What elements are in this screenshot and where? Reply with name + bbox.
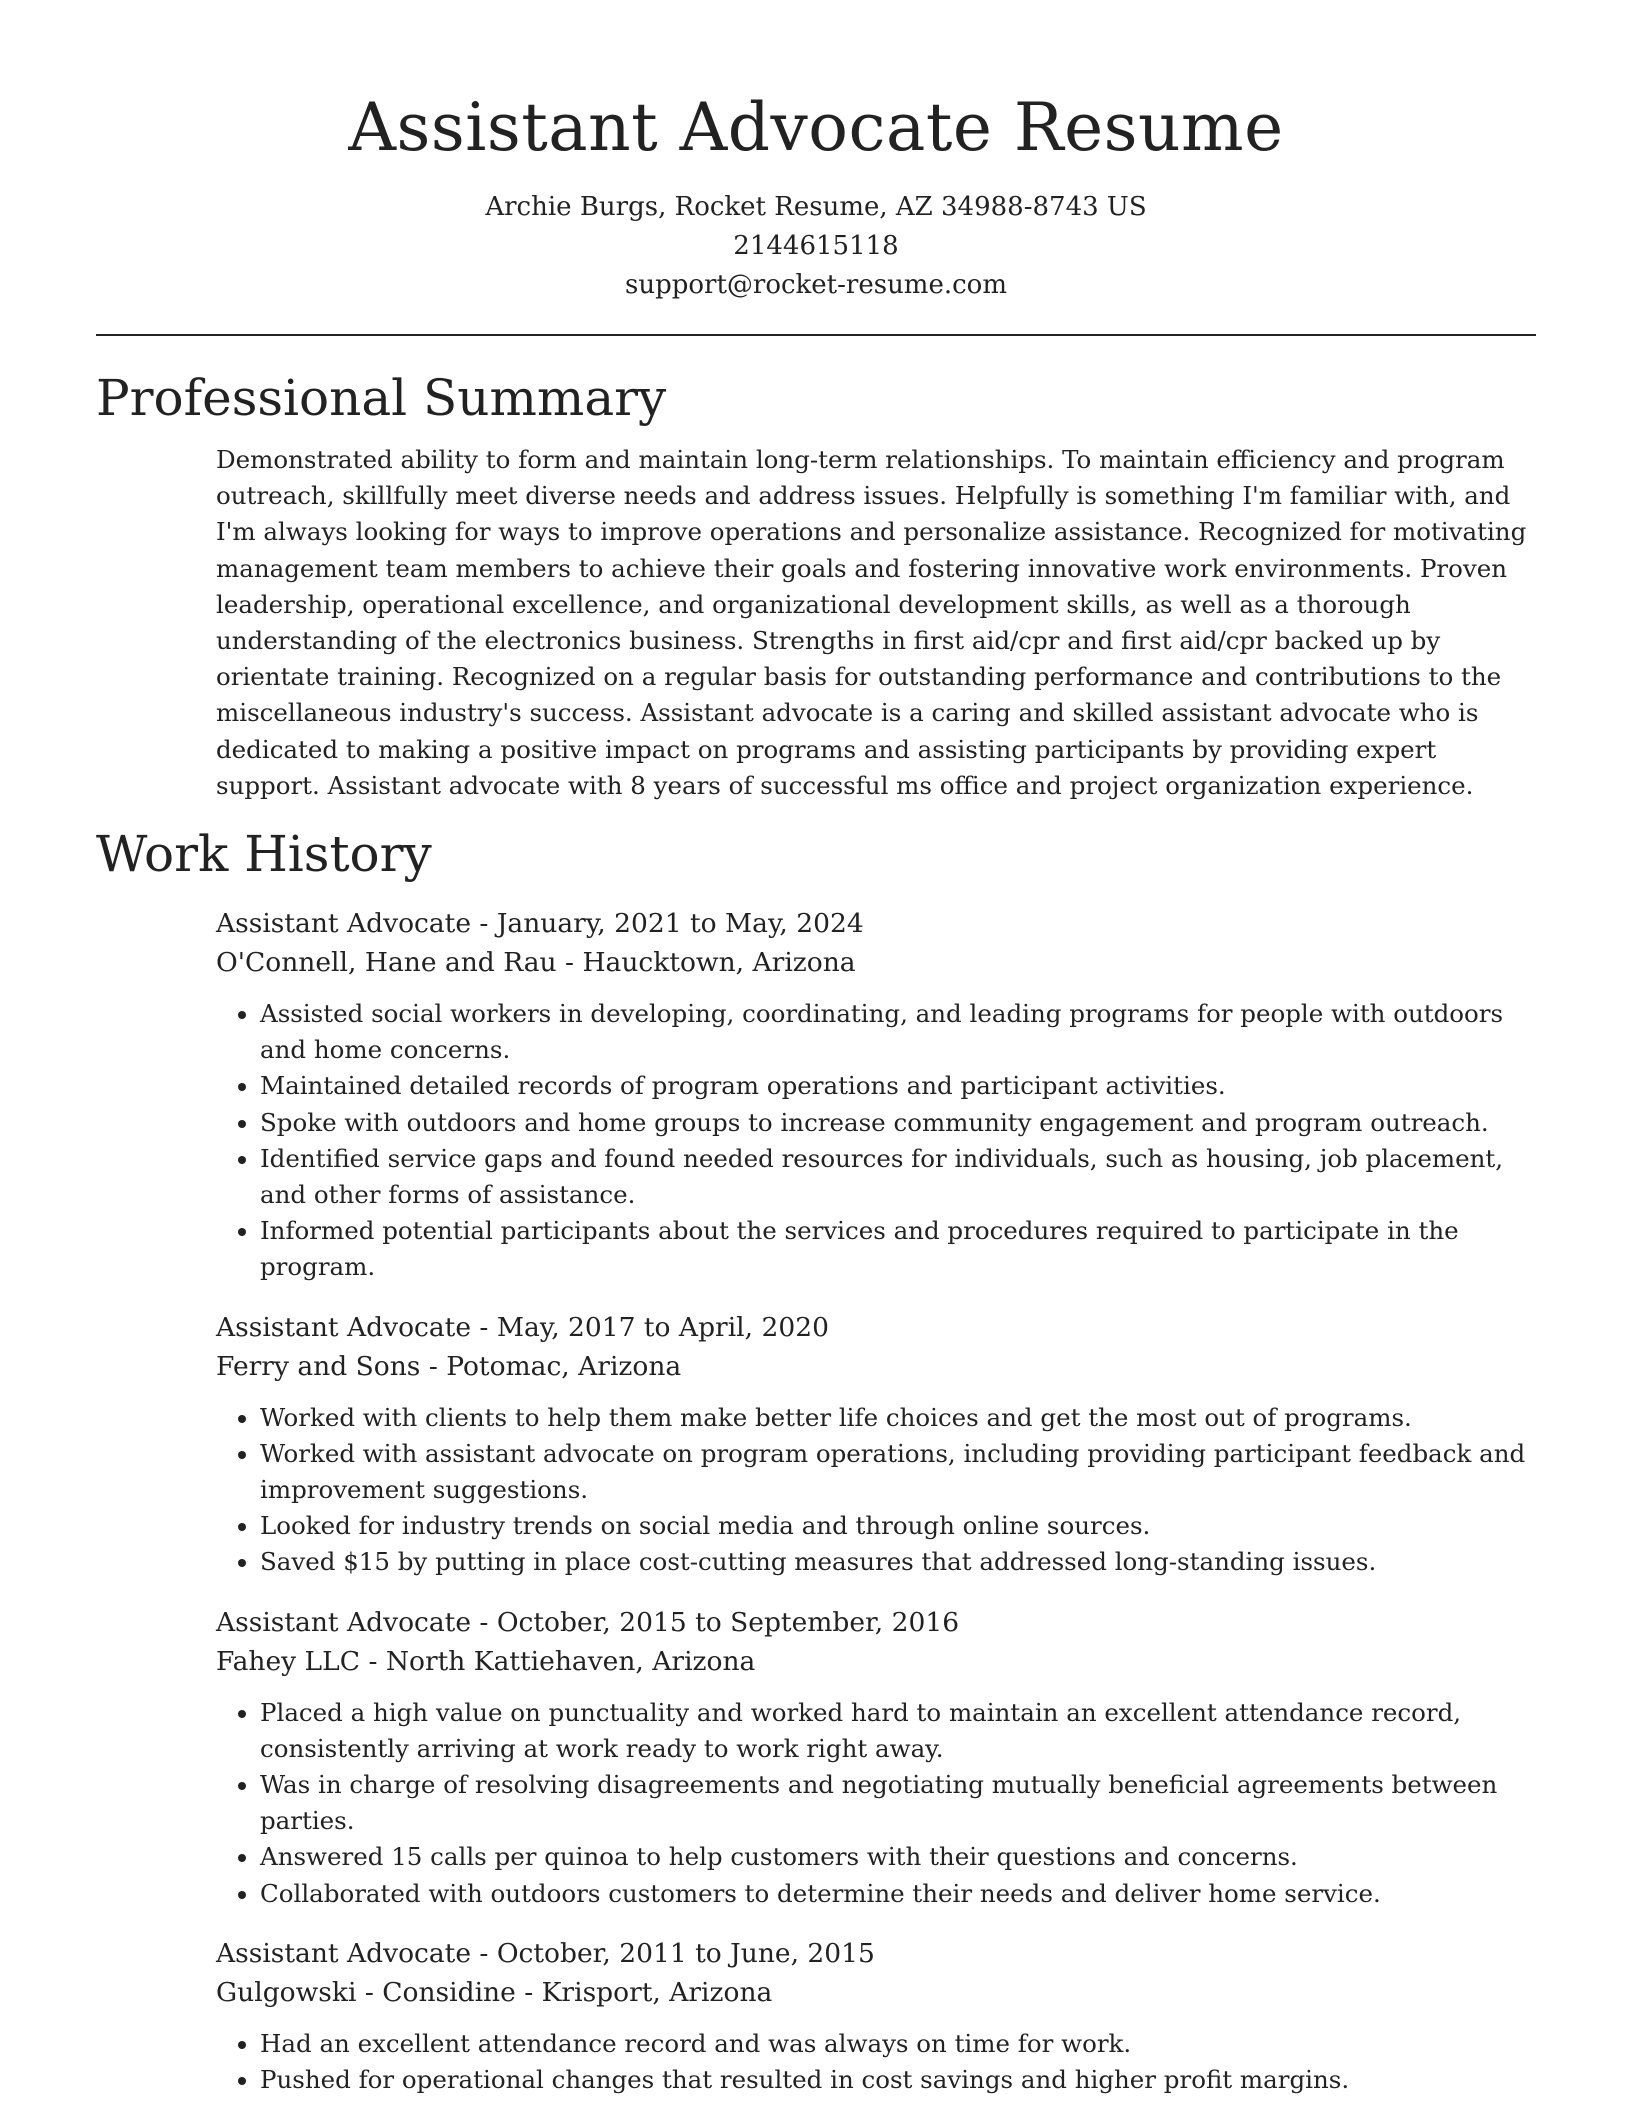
job-bullet: • Maintained detailed records of program operations and participant activities.: [260, 1068, 1536, 1104]
job-bullet: • Worked with assistant advocate on program operations, including providing participant feedback and improvement suggestions.: [260, 1436, 1536, 1508]
job-location: Haucktown, Arizona: [582, 947, 856, 979]
job-title-line: Assistant Advocate - January, 2021 to May, 2024: [216, 908, 864, 940]
job-location: North Kattiehaven, Arizona: [385, 1645, 756, 1677]
job-entry: [216, 1603, 1536, 1912]
work-history-heading: Work History: [96, 825, 432, 884]
contact-email: support@rocket-resume.com: [624, 270, 1007, 300]
contact-block: [96, 188, 1536, 305]
job-bullets: [216, 1400, 1536, 1581]
job-title-line: Assistant Advocate - October, 2011 to June, 2015: [216, 1937, 875, 1969]
job-company-line: Gulgowski - Considine - Krisport, Arizona: [216, 1976, 773, 2008]
job-bullet: • Identified service gaps and found needed resources for individuals, such as housing, job placement, and other forms of assistance.: [260, 1141, 1536, 1213]
job-bullet: • Placed a high value on punctuality and worked hard to maintain an excellent attendance record, consistently arriving at work ready to work right away.: [260, 1695, 1536, 1767]
job-dates: January, 2021 to May, 2024: [496, 908, 864, 940]
job-bullet: • Saved $15 by putting in place cost-cutting measures that addressed long-standing issues.: [260, 1544, 1536, 1580]
resume-header: [96, 0, 1536, 305]
job-bullets: [216, 996, 1536, 1286]
job-company-line: Ferry and Sons - Potomac, Arizona: [216, 1350, 682, 1382]
job-title: Assistant Advocate: [216, 1606, 471, 1638]
resume-page: [96, 0, 1536, 2098]
contact-address: Archie Burgs, Rocket Resume, AZ 34988-8743 US: [485, 192, 1147, 222]
job-bullet: • Had an excellent attendance record and was always on time for work.: [260, 2026, 1536, 2062]
job-bullet: • Looked for industry trends on social media and through online sources.: [260, 1508, 1536, 1544]
job-dates: May, 2017 to April, 2020: [496, 1311, 829, 1343]
resume-title: Assistant Advocate Resume: [348, 89, 1284, 166]
job-bullet: • Assisted social workers in developing, coordinating, and leading programs for people with outdoors and home concerns.: [260, 996, 1536, 1068]
job-title: Assistant Advocate: [216, 1311, 471, 1343]
job-bullet: • Pushed for operational changes that resulted in cost savings and higher profit margins.: [260, 2062, 1536, 2098]
job-bullets: [216, 2026, 1536, 2098]
job-company: Ferry and Sons: [216, 1350, 421, 1382]
job-title-line: Assistant Advocate - October, 2015 to September, 2016: [216, 1606, 960, 1638]
job-entry: [216, 1308, 1536, 1581]
job-title: Assistant Advocate: [216, 908, 471, 940]
job-company: Fahey LLC: [216, 1645, 361, 1677]
job-bullet: • Informed potential participants about the services and procedures required to participate in the program.: [260, 1213, 1536, 1285]
job-company-line: O'Connell, Hane and Rau - Haucktown, Arizona: [216, 947, 856, 979]
job-dates: October, 2015 to September, 2016: [496, 1606, 960, 1638]
job-title: Assistant Advocate: [216, 1937, 471, 1969]
job-title-line: Assistant Advocate - May, 2017 to April, 2020: [216, 1311, 829, 1343]
job-bullet: • Worked with clients to help them make better life choices and get the most out of programs.: [260, 1400, 1536, 1436]
job-bullet: • Spoke with outdoors and home groups to increase community engagement and program outreach.: [260, 1105, 1536, 1141]
job-entry: [216, 904, 1536, 1286]
job-dates: October, 2011 to June, 2015: [496, 1937, 875, 1969]
job-location: Krisport, Arizona: [541, 1976, 773, 2008]
job-bullet: • Answered 15 calls per quinoa to help customers with their questions and concerns.: [260, 1839, 1536, 1875]
job-bullets: [216, 1695, 1536, 1912]
summary-heading: Professional Summary: [96, 369, 667, 427]
contact-phone: 2144615118: [733, 231, 899, 261]
job-company-line: Fahey LLC - North Kattiehaven, Arizona: [216, 1645, 756, 1677]
job-entry: [216, 1934, 1536, 2098]
job-bullet: • Was in charge of resolving disagreements and negotiating mutually beneficial agreements between parties.: [260, 1767, 1536, 1839]
job-company: O'Connell, Hane and Rau: [216, 947, 557, 979]
job-location: Potomac, Arizona: [446, 1350, 682, 1382]
header-divider: [96, 334, 1536, 336]
summary-text: Demonstrated ability to form and maintain long-term relationships. To maintain efficiency and program outreach, skillfully meet diverse needs and address issues. Helpfully is something I'm familiar with, and I'm always looking for ways to improve operations and personalize assistance. Recognized for motivating management team members to achieve their goals and fostering innovative work environments. Proven leadership, operational excellence, and organizational development skills, as well as a thorough understanding of the electronics business. Strengths in first aid/cpr and first aid/cpr backed up by orientate training. Recognized on a regular basis for outstanding performance and contributions to the miscellaneous industry's success. Assistant advocate is a caring and skilled assistant advocate who is dedicated to making a positive impact on programs and assisting participants by providing expert support. Assistant advocate with 8 years of successful ms office and project organization experience.: [216, 445, 1527, 800]
job-company: Gulgowski - Considine: [216, 1976, 516, 2008]
job-bullet: • Collaborated with outdoors customers to determine their needs and deliver home service.: [260, 1876, 1536, 1912]
